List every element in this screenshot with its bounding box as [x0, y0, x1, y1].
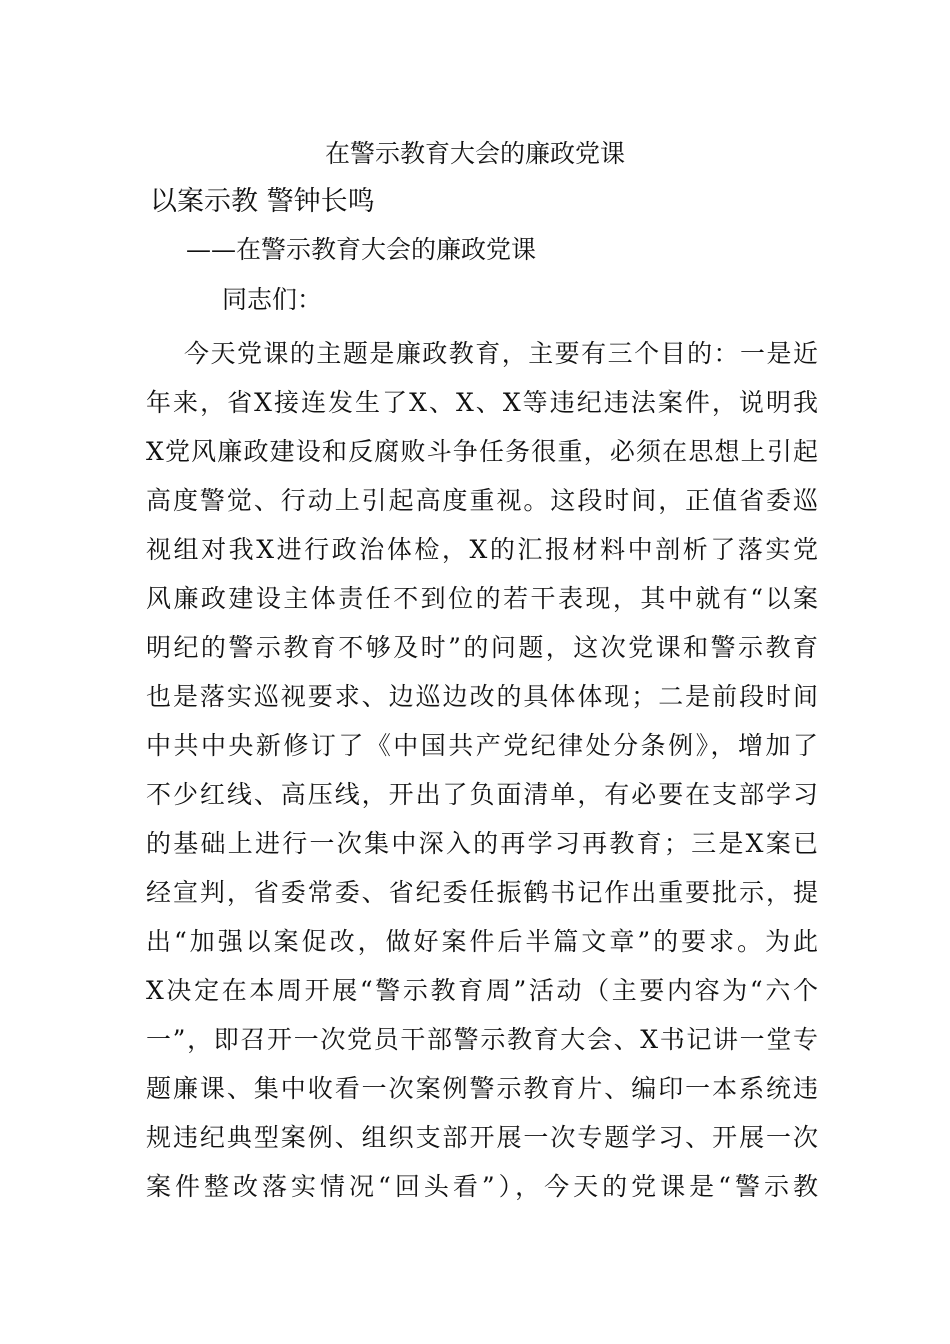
body-line: 一”，即召开一次党员干部警示教育大会、X书记讲一堂专 — [146, 1025, 818, 1054]
body-line: 不少红线、高压线，开出了负面清单，有必要在支部学习 — [146, 780, 818, 809]
body-line: 中共中央新修订了《中国共产党纪律处分条例》，增加了 — [146, 731, 818, 760]
body-line: X党风廉政建设和反腐败斗争任务很重，必须在思想上引起 — [146, 437, 818, 466]
greeting: 同志们： — [222, 285, 323, 314]
body-line: 高度警觉、行动上引起高度重视。这段时间，正值省委巡 — [146, 486, 818, 515]
document-headline: 以案示教 警钟长鸣 — [150, 186, 375, 217]
body-line: 案件整改落实情况“回头看”），今天的党课是“警示教 — [146, 1172, 818, 1201]
body-line: 经宣判，省委常委、省纪委任振鹤书记作出重要批示，提 — [146, 878, 818, 907]
body-line: 今天党课的主题是廉政教育，主要有三个目的：一是近 — [184, 339, 818, 368]
body-line: X决定在本周开展“警示教育周”活动（主要内容为“六个 — [146, 976, 818, 1005]
body-line: 视组对我X进行政治体检，X的汇报材料中剖析了落实党 — [146, 535, 818, 564]
body-line: 出“加强以案促改，做好案件后半篇文章”的要求。为此 — [146, 927, 818, 956]
body-line: 也是落实巡视要求、边巡边改的具体体现；二是前段时间 — [146, 682, 818, 711]
document-title: 在警示教育大会的廉政党课 — [324, 139, 625, 168]
body-line: 明纪的警示教育不够及时”的问题，这次党课和警示教育 — [146, 633, 818, 662]
body-line: 题廉课、集中收看一次案例警示教育片、编印一本系统违 — [146, 1074, 818, 1103]
document-subtitle: ——在警示教育大会的廉政党课 — [186, 235, 537, 264]
body-line: 年来，省X接连发生了X、X、X等违纪违法案件，说明我 — [146, 388, 818, 417]
body-line: 规违纪典型案例、组织支部开展一次专题学习、开展一次 — [146, 1123, 818, 1152]
body-line: 的基础上进行一次集中深入的再学习再教育；三是X案已 — [146, 829, 818, 858]
body-paragraph — [146, 334, 818, 1216]
body-line: 风廉政建设主体责任不到位的若干表现，其中就有“以案 — [146, 584, 818, 613]
